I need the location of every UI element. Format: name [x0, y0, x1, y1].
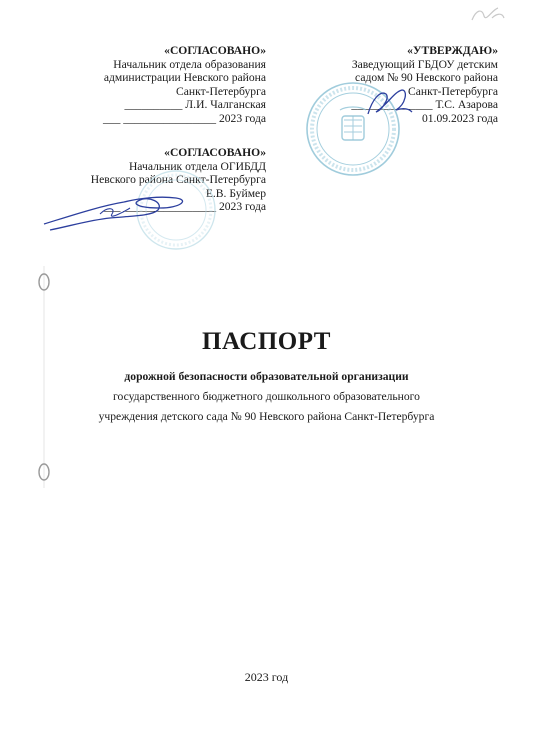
approval-line: 01.09.2023 года	[421, 111, 498, 125]
approval-line: Заведующий ГБДОУ детским	[351, 57, 498, 71]
approval-line: Начальник отдела ОГИБДД	[128, 159, 266, 173]
approval-block-traffic-police	[91, 146, 266, 214]
approval-block-education	[103, 44, 266, 126]
approval-line: Санкт-Петербурга	[176, 84, 266, 98]
handwritten-mark-icon	[468, 4, 508, 26]
approval-heading: «СОГЛАСОВАНО»	[164, 146, 266, 159]
approval-heading: «СОГЛАСОВАНО»	[164, 44, 266, 57]
approval-line: садом № 90 Невского района	[355, 71, 498, 85]
document-subtitle	[0, 367, 533, 427]
subtitle-line: государственного бюджетного дошкольного образовательного	[113, 390, 420, 403]
document-year: 2023 год	[244, 670, 289, 684]
approval-line: администрации Невского района	[103, 71, 266, 85]
approval-line: ___ ________________ 2023 года	[103, 111, 266, 125]
approval-line: ______________ Т.С. Азарова	[351, 98, 498, 112]
approval-line: Е.В. Буймер	[205, 186, 266, 200]
approval-line: Невского района Санкт-Петербурга	[90, 173, 266, 187]
document-title: ПАСПОРТ	[202, 328, 331, 355]
approval-block-head	[351, 44, 498, 126]
subtitle-line: дорожной безопасности образовательной организации	[124, 370, 409, 383]
approval-heading: «УТВЕРЖДАЮ»	[407, 44, 498, 57]
approval-line: Санкт-Петербурга	[408, 84, 498, 98]
subtitle-line: учреждения детского сада № 90 Невского района Санкт-Петербурга	[98, 410, 435, 423]
approval-line: __________ Л.И. Чалганская	[124, 98, 266, 112]
approval-line: ___ ________________ 2023 года	[103, 200, 266, 214]
approval-line: Начальник отдела образования	[113, 57, 266, 71]
